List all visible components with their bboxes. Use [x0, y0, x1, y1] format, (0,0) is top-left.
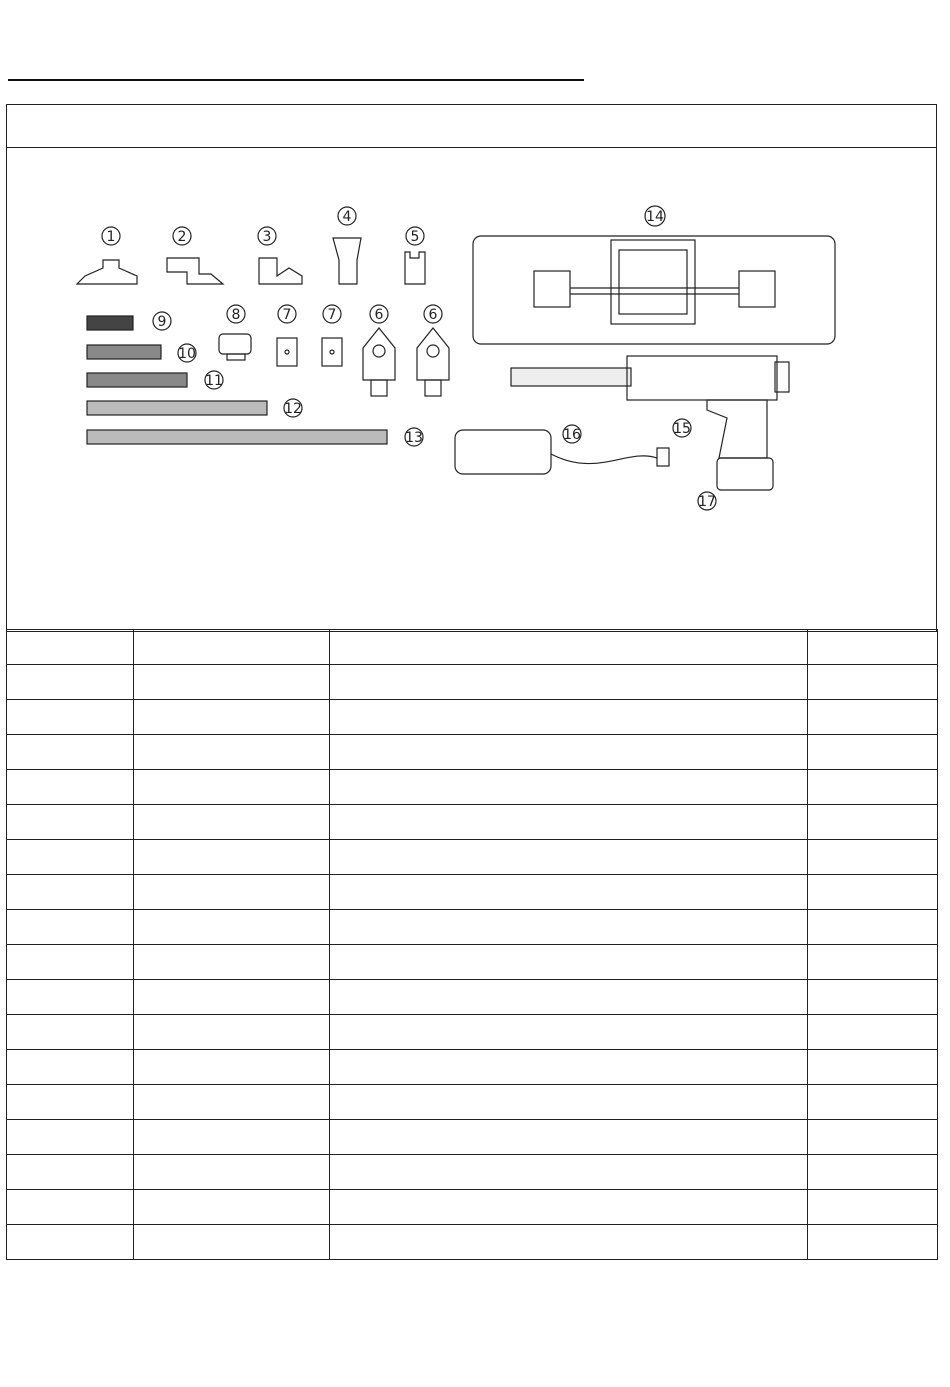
table-cell	[330, 875, 808, 910]
table-row	[7, 945, 938, 980]
callout-4: 4	[342, 209, 352, 225]
table-cell	[7, 700, 134, 735]
table-cell	[808, 735, 938, 770]
table-row	[7, 1120, 938, 1155]
table-cell	[134, 1015, 330, 1050]
table-cell	[330, 945, 808, 980]
part-9-bar	[87, 312, 171, 330]
table-cell	[7, 1155, 134, 1190]
table-cell	[7, 875, 134, 910]
table-cell	[808, 1085, 938, 1120]
table-cell	[7, 1085, 134, 1120]
table-cell	[134, 840, 330, 875]
table-cell	[808, 875, 938, 910]
part-7-plate-a	[277, 305, 297, 366]
callout-14: 14	[646, 209, 664, 225]
table-row	[7, 910, 938, 945]
table-cell	[7, 910, 134, 945]
table-row	[7, 1155, 938, 1190]
table-cell	[808, 945, 938, 980]
callout-6a: 6	[374, 307, 384, 323]
table-cell	[808, 805, 938, 840]
callout-11: 11	[205, 373, 223, 389]
table-cell	[134, 1190, 330, 1225]
table-cell	[808, 665, 938, 700]
callout-5: 5	[410, 229, 420, 245]
table-cell	[330, 700, 808, 735]
part-11-bar	[87, 371, 223, 389]
table-cell	[330, 805, 808, 840]
table-cell	[330, 910, 808, 945]
parts-frame	[6, 104, 937, 632]
table-cell	[330, 1155, 808, 1190]
callout-10: 10	[178, 346, 196, 362]
parts-drawing	[7, 148, 936, 631]
part-17-battery	[698, 492, 716, 510]
header-rule	[8, 79, 584, 81]
part-10-bar	[87, 344, 196, 362]
table-cell	[808, 700, 938, 735]
callout-16: 16	[563, 427, 581, 443]
part-6-hook-a	[363, 305, 395, 396]
table-cell	[7, 1225, 134, 1260]
col-header-4	[808, 630, 938, 665]
table-cell	[7, 735, 134, 770]
table-cell	[134, 875, 330, 910]
callout-17: 17	[698, 494, 716, 510]
table-cell	[330, 1085, 808, 1120]
table-cell	[7, 1015, 134, 1050]
parts-table-body	[7, 665, 938, 1260]
table-cell	[330, 980, 808, 1015]
callout-8: 8	[231, 307, 241, 323]
table-cell	[134, 1050, 330, 1085]
table-cell	[330, 1050, 808, 1085]
table-cell	[808, 1155, 938, 1190]
table-cell	[330, 1190, 808, 1225]
parts-figure	[7, 148, 936, 631]
table-row	[7, 805, 938, 840]
table-cell	[134, 1225, 330, 1260]
table-row	[7, 770, 938, 805]
table-cell	[134, 770, 330, 805]
part-14-case	[473, 206, 835, 344]
callout-6b: 6	[428, 307, 438, 323]
table-cell	[808, 1190, 938, 1225]
part-8-cap	[219, 305, 251, 360]
table-cell	[808, 1225, 938, 1260]
callout-13: 13	[405, 430, 423, 446]
callout-7a: 7	[282, 307, 292, 323]
table-cell	[134, 665, 330, 700]
callout-7b: 7	[327, 307, 337, 323]
table-cell	[134, 980, 330, 1015]
table-cell	[330, 1225, 808, 1260]
part-15-plug	[657, 419, 691, 466]
table-cell	[808, 910, 938, 945]
table-cell	[7, 1050, 134, 1085]
table-cell	[134, 945, 330, 980]
table-cell	[7, 945, 134, 980]
callout-15: 15	[673, 421, 691, 437]
table-cell	[7, 1190, 134, 1225]
table-cell	[330, 770, 808, 805]
callout-2: 2	[177, 229, 187, 245]
table-row	[7, 1015, 938, 1050]
table-row	[7, 1225, 938, 1260]
table-header-row	[7, 630, 938, 665]
part-1-base	[77, 227, 137, 284]
table-cell	[134, 1085, 330, 1120]
col-header-1	[7, 630, 134, 665]
table-cell	[7, 1120, 134, 1155]
part-13-bar	[87, 428, 423, 446]
part-7-plate-b	[322, 305, 342, 366]
table-cell	[134, 910, 330, 945]
table-row	[7, 980, 938, 1015]
table-cell	[808, 770, 938, 805]
table-row	[7, 735, 938, 770]
table-row	[7, 665, 938, 700]
table-row	[7, 840, 938, 875]
part-12-bar	[87, 399, 302, 417]
table-cell	[134, 805, 330, 840]
part-3-bracket	[258, 227, 302, 284]
table-cell	[330, 840, 808, 875]
col-header-3	[330, 630, 808, 665]
part-2-bracket	[167, 227, 223, 284]
table-cell	[7, 840, 134, 875]
parts-table	[6, 629, 938, 1260]
parts-title-box	[7, 105, 936, 148]
table-cell	[134, 1155, 330, 1190]
table-cell	[134, 735, 330, 770]
table-cell	[808, 980, 938, 1015]
part-4-clamp	[333, 207, 361, 284]
table-cell	[330, 1015, 808, 1050]
table-row	[7, 1085, 938, 1120]
part-16-charger	[455, 425, 657, 474]
table-cell	[808, 1120, 938, 1155]
table-cell	[808, 1050, 938, 1085]
table-row	[7, 1190, 938, 1225]
table-row	[7, 700, 938, 735]
table-cell	[7, 770, 134, 805]
table-cell	[330, 1120, 808, 1155]
table-cell	[808, 840, 938, 875]
callout-12: 12	[284, 401, 302, 417]
part-gun-tool	[511, 356, 789, 490]
table-cell	[7, 805, 134, 840]
table-cell	[7, 980, 134, 1015]
table-cell	[330, 665, 808, 700]
table-row	[7, 1050, 938, 1085]
table-cell	[330, 735, 808, 770]
col-header-2	[134, 630, 330, 665]
callout-9: 9	[157, 314, 167, 330]
part-6-hook-b	[417, 305, 449, 396]
table-cell	[134, 700, 330, 735]
table-cell	[808, 1015, 938, 1050]
part-5-adapter	[405, 227, 425, 284]
table-cell	[7, 665, 134, 700]
callout-1: 1	[106, 229, 116, 245]
callout-3: 3	[262, 229, 272, 245]
table-row	[7, 875, 938, 910]
table-cell	[134, 1120, 330, 1155]
